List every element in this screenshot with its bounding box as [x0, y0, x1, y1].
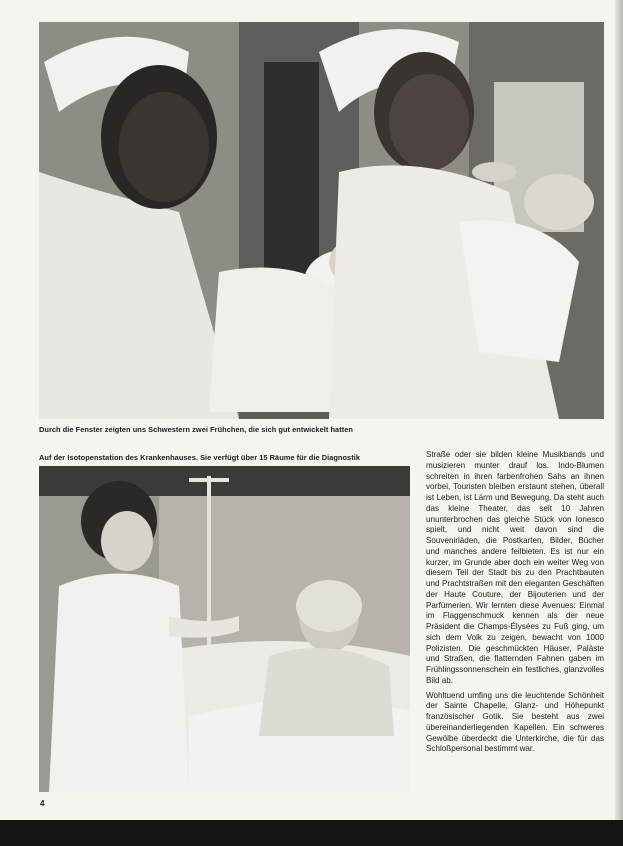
caption-bottom: Auf der Isotopenstation des Krankenhauses. Sie verfügt über 15 Räume für die Diagnostik [39, 453, 360, 462]
article-body [426, 450, 604, 794]
page-number: 4 [40, 799, 45, 808]
photo-nurses-with-premature-babies [39, 22, 604, 419]
article-paragraph: Straße oder sie bilden kleine Musikbands und musizieren munter drauf los. Indo-Blumen schreiten in ihren farbenfrohen Sahs an ihnen vorbei, Touristen bleiben erstaunt stehen, überall ist Leben, ist Lärm und Bewegung. Da steht auch das kleine Theater, das seit 10 Jahren ununterbrochen das gleiche Stück von Ionesco spielt, und nicht weit davon sind die Souvenirläden, die Postkarten, Bilder, Bücher und manches andere feilbieten. Es ist nur ein kurzer, im Grunde aber doch ein weiter Weg von diesem Teil der Stadt bis zu den Prachtbauten und Prachtstraßen mit den eleganten Geschäften der Haute Couture, der Bijouterien und der Parfümerien. Wir lernten diese Avenues: Einmal im Flaggenschmuck kennen als der neue Präsident die Champs-Élysées zu Fuß ging, um sich dem Volk zu zeigen, bewacht von 1000 Polizisten. Die geschmückten Häuser, Paläste und Straßen, die flatternden Fahnen gaben im Frühlingssonnenschein ein festliches, glanzvolles Bild ab. [426, 450, 604, 685]
caption-top: Durch die Fenster zeigten uns Schwestern zwei Frühchen, die sich gut entwickelt hatten [39, 425, 353, 434]
photo-isotope-station [39, 466, 410, 792]
page-edge-shadow [615, 0, 623, 846]
scan-bottom-border [0, 820, 623, 846]
article-paragraph: Wohltuend umfing uns die leuchtende Schönheit der Sainte Chapelle, Glanz- und Höhepunkt französischer Gotik. Sie besteht aus zwei übereinanderliegenden Kapellen. Ein schweres Gewölbe überdeckt die Unterkirche, die für das Schloßpersonal bestimmt war. [426, 690, 604, 754]
